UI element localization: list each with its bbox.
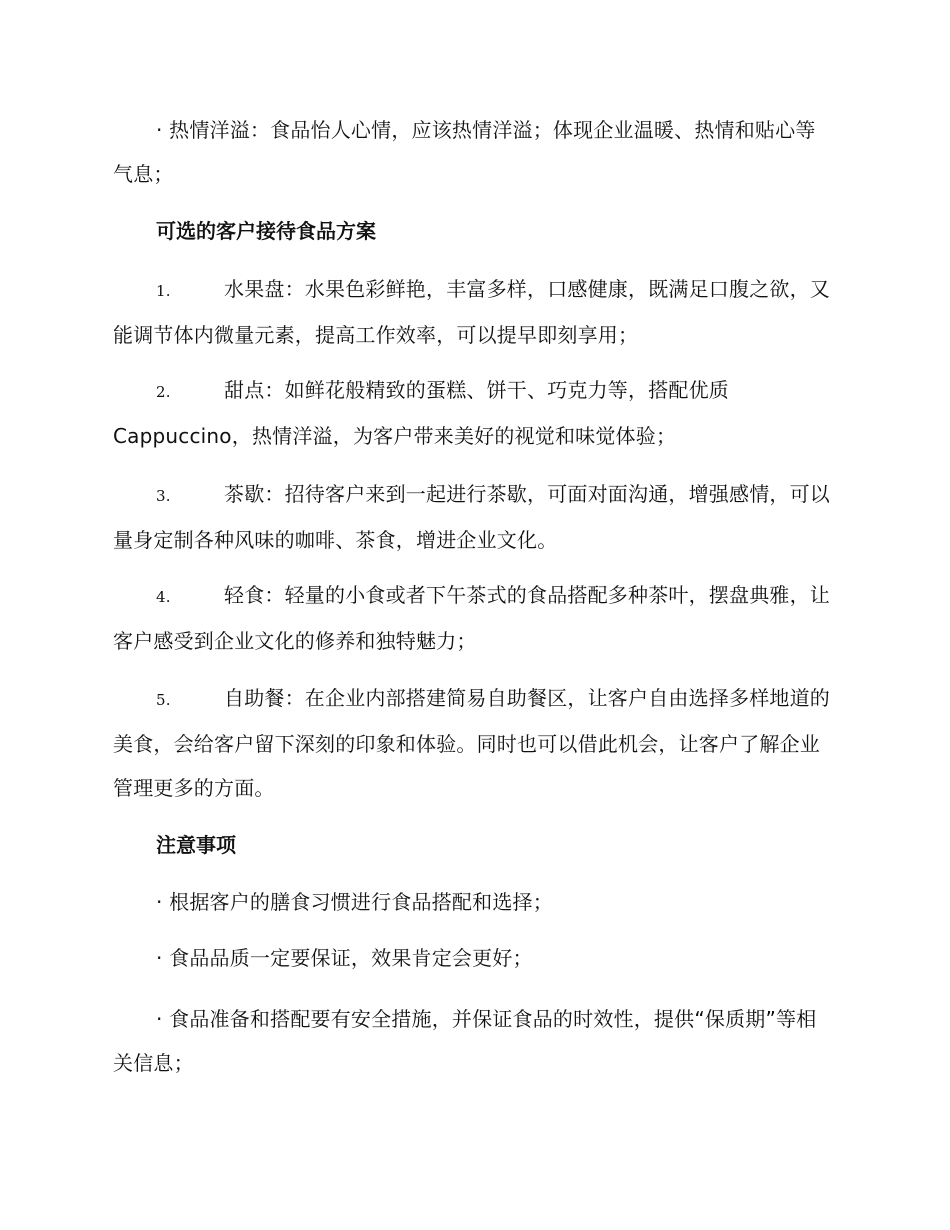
list-item-text: 轻食：轻量的小食或者下午茶式的食品搭配多种茶叶，摆盘典雅，让客户感受到企业文化的修养和独特魅力； xyxy=(113,583,830,653)
note-bullet: · 食品准备和搭配要有安全措施，并保证食品的时效性，提供“保质期”等相关信息； xyxy=(113,1007,817,1075)
list-number: 3. xyxy=(156,487,171,505)
section-heading-options: 可选的客户接待食品方案 xyxy=(156,219,376,243)
list-item xyxy=(113,676,833,810)
intro-bullet: · 热情洋溢：食品怡人心情，应该热情洋溢；体现企业温暖、热情和贴心等气息； xyxy=(113,118,816,186)
list-item xyxy=(113,267,833,357)
note-bullet: · 根据客户的膳食习惯进行食品搭配和选择； xyxy=(156,890,553,914)
list-number: 1. xyxy=(156,282,171,300)
section-heading-notes: 注意事项 xyxy=(156,833,236,857)
list-item xyxy=(113,573,833,663)
list-item-text: 水果盘：水果色彩鲜艳，丰富多样，口感健康，既满足口腹之欲，又能调节体内微量元素，提高工作效率，可以提早即刻享用； xyxy=(113,277,830,347)
list-item-text: 自助餐：在企业内部搭建简易自助餐区，让客户自由选择多样地道的美食，会给客户留下深刻的印象和体验。同时也可以借此机会，让客户了解企业管理更多的方面。 xyxy=(113,686,830,800)
list-number: 5. xyxy=(156,691,171,709)
list-number: 2. xyxy=(156,383,171,401)
list-item xyxy=(113,472,833,562)
list-number: 4. xyxy=(156,588,171,606)
list-item-text: 茶歇：招待客户来到一起进行茶歇，可面对面沟通，增强感情，可以量身定制各种风味的咖啡、茶食，增进企业文化。 xyxy=(113,482,830,552)
list-item-text: 甜点：如鲜花般精致的蛋糕、饼干、巧克力等，搭配优质Cappuccino，热情洋溢，为客户带来美好的视觉和味觉体验； xyxy=(113,378,729,448)
list-item xyxy=(113,368,833,458)
note-bullet: · 食品品质一定要保证，效果肯定会更好； xyxy=(156,946,533,970)
